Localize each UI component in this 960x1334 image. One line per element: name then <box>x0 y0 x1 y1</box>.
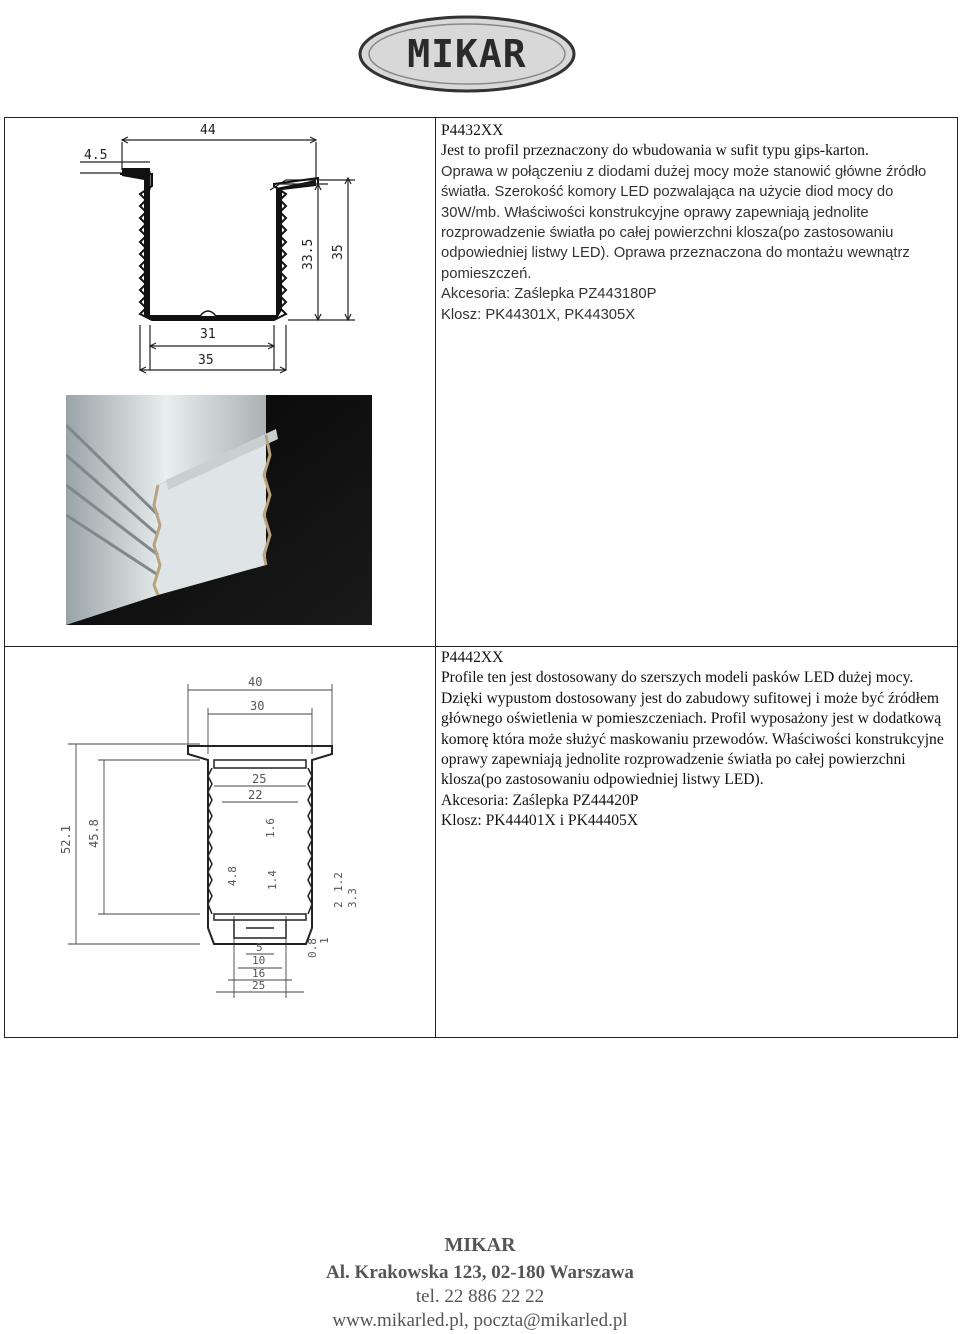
dim-4-8: 4.8 <box>226 866 239 886</box>
footer-phone: tel. 22 886 22 22 <box>415 1286 545 1307</box>
table-divider-horizontal <box>5 646 957 647</box>
logo-text: MIKAR <box>407 32 527 76</box>
dim-31: 31 <box>200 327 216 342</box>
product2-code: P4442XX <box>441 649 504 666</box>
product2-description <box>441 648 946 832</box>
dim-45-8: 45.8 <box>87 819 101 848</box>
product1-technical-drawing <box>80 120 370 380</box>
product1-line-1: Jest to profil przeznaczony do wbudowania w sufit typu gips-karton. <box>441 142 869 160</box>
table-divider-vertical <box>435 118 436 1037</box>
dim-0-8: 0.8 <box>306 938 319 958</box>
dim-22: 22 <box>248 788 263 802</box>
dim-1-4: 1.4 <box>266 870 279 890</box>
dim-33-5: 33.5 <box>301 238 316 270</box>
dim-30: 30 <box>250 699 265 713</box>
product1-photo <box>66 395 372 625</box>
dim-25-top: 25 <box>252 772 267 786</box>
dim-10: 10 <box>252 954 266 967</box>
product2-accessories: Akcesoria: Zaślepka PZ44420P <box>441 791 639 809</box>
product1-line-2: Oprawa w połączeniu z diodami dużej mocy może stanowić główne źródło światła. Szerokość komory LED pozwalająca na użycie diod mocy do 30W/mb. Właściwości konstrukcyjne oprawy zapewniają jednolite rozprowadzenie światła po całej powierzchni klosza(po zastosowaniu odpowiedniej listwy LED). Oprawa przeznaczona do montażu wewnątrz pomieszczeń. <box>441 163 927 282</box>
dim-44: 44 <box>200 123 216 138</box>
dim-25-bottom: 25 <box>252 979 266 992</box>
dim-2: 2 <box>332 901 345 908</box>
dim-40: 40 <box>248 675 263 689</box>
product1-accessories: Akcesoria: Zaślepka PZ443180P <box>441 286 657 303</box>
footer-web-email: www.mikarled.pl, poczta@mikarled.pl <box>332 1310 628 1331</box>
dim-1-6: 1.6 <box>264 818 277 838</box>
product1-code: P4432XX <box>441 122 504 139</box>
product1-covers: Klosz: PK44301X, PK44305X <box>441 306 636 323</box>
product2-covers: Klosz: PK44401X i PK44405X <box>441 812 639 830</box>
dim-1-2: 1.2 <box>332 872 345 892</box>
product1-description <box>441 121 946 325</box>
dim-4-5: 4.5 <box>84 148 108 163</box>
product2-text: Profile ten jest dostosowany do szerszych modeli pasków LED dużej mocy. Dzięki wypustom dostosowany jest do zabudowy sufitowej i może być źródłem głównego oświetlenia w pomieszczeniach. Profil wyposażony jest w dodatkową komorę która może służyć maskowaniu przewodów. Właściwości konstrukcyjne oprawy zapewniają jednolite rozprowadzenie światła po całej powierzchni klosza(po zastosowaniu odpowiedniej listwy LED). <box>441 669 944 789</box>
dim-35-height: 35 <box>331 244 346 260</box>
dim-52-1: 52.1 <box>59 825 73 854</box>
dim-16: 16 <box>252 967 266 980</box>
product2-technical-drawing <box>50 668 370 1008</box>
dim-35-bottom: 35 <box>198 353 214 368</box>
dim-5: 5 <box>256 941 263 954</box>
dim-3-3: 3.3 <box>346 888 359 908</box>
dim-1: 1 <box>318 937 331 944</box>
footer-company-name: MIKAR <box>444 1234 516 1256</box>
footer-address: Al. Krakowska 123, 02-180 Warszawa <box>326 1262 634 1283</box>
mikar-logo <box>357 14 577 94</box>
